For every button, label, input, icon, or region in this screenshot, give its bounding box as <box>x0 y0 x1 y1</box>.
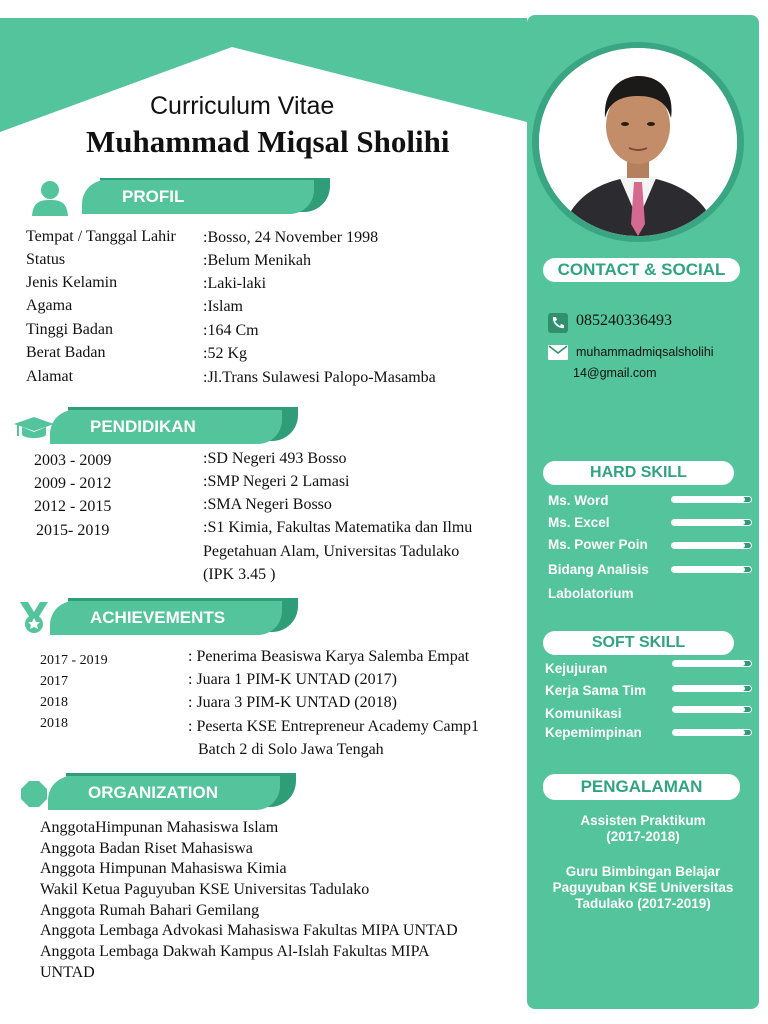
experience-entry: Paguyuban KSE Universitas <box>552 880 734 895</box>
badge-icon <box>20 780 48 808</box>
soft-skill-heading: SOFT SKILL <box>543 631 734 655</box>
email-icon <box>548 345 568 360</box>
phone-icon <box>548 313 568 333</box>
profile-label: Jenis Kelamin <box>26 274 118 291</box>
organization-heading: ORGANIZATION <box>66 776 280 810</box>
profile-heading: PROFIL <box>100 180 314 214</box>
profile-value: :Islam <box>203 298 243 315</box>
organization-item: Anggota Rumah Bahari Gemilang <box>40 902 260 919</box>
skill-label: Bidang Analisis <box>548 562 649 577</box>
contact-heading: CONTACT & SOCIAL <box>543 258 740 282</box>
skill-bar <box>672 706 752 713</box>
profile-label: Agama <box>26 297 73 314</box>
experience-entry: Guru Bimbingan Belajar <box>565 864 721 879</box>
experience-entry: Tadulako (2017-2019) <box>575 896 711 911</box>
organization-item: Wakil Ketua Paguyuban KSE Universitas Tadulako <box>40 881 370 898</box>
achievement-detail: Batch 2 di Solo Jawa Tengah <box>198 741 384 758</box>
education-detail: :S1 Kimia, Fakultas Matematika dan Ilmu <box>203 519 473 536</box>
organization-item: Anggota Himpunan Mahasiswa Kimia <box>40 860 287 877</box>
organization-item: Anggota Badan Riset Mahasiswa <box>40 840 253 857</box>
education-heading: PENDIDIKAN <box>68 410 282 444</box>
skill-label: Kerja Sama Tim <box>545 683 647 698</box>
profile-label: Tinggi Badan <box>26 321 113 338</box>
profile-label: Status <box>26 251 66 268</box>
skill-bar <box>671 542 752 549</box>
profile-value: :Laki-laki <box>203 275 267 292</box>
achievement-detail: : Juara 1 PIM-K UNTAD (2017) <box>188 671 397 688</box>
education-detail: :SMP Negeri 2 Lamasi <box>203 473 350 490</box>
achievement-detail: : Juara 3 PIM-K UNTAD (2018) <box>188 694 397 711</box>
profile-label: Alamat <box>26 368 74 385</box>
profile-photo <box>539 48 737 236</box>
achievement-detail: : Penerima Beasiswa Karya Salemba Empat <box>188 648 470 665</box>
profile-label: Berat Badan <box>26 344 106 361</box>
education-period: 2009 - 2012 <box>34 475 112 492</box>
achievement-year: 2017 - 2019 <box>40 653 108 668</box>
experience-heading: PENGALAMAN <box>543 774 740 800</box>
email-address: muhammadmiqsalsholihi <box>576 345 714 359</box>
skill-bar <box>672 685 752 692</box>
profile-value: :52 Kg <box>203 345 247 362</box>
skill-label: Komunikasi <box>545 706 622 721</box>
education-detail: (IPK 3.45 ) <box>203 566 276 583</box>
person-icon <box>30 180 70 216</box>
skill-label: Ms. Word <box>548 493 609 508</box>
hard-skill-heading: HARD SKILL <box>543 461 734 485</box>
medal-icon <box>18 600 50 634</box>
education-detail: Pegetahuan Alam, Universitas Tadulako <box>203 543 460 560</box>
profile-value: :164 Cm <box>203 322 259 339</box>
achievement-year: 2018 <box>40 716 68 731</box>
achievement-year: 2018 <box>40 695 68 710</box>
education-period: 2003 - 2009 <box>34 452 112 469</box>
organization-item: Anggota Lembaga Dakwah Kampus Al-Islah Fakultas MIPA <box>40 943 430 960</box>
skill-label: Ms. Excel <box>548 515 610 530</box>
profile-label: Tempat / Tanggal Lahir <box>26 228 176 245</box>
skill-label: Kejujuran <box>545 661 608 676</box>
skill-bar <box>672 660 752 667</box>
education-detail: :SD Negeri 493 Bosso <box>203 450 347 467</box>
profile-value: :Jl.Trans Sulawesi Palopo-Masamba <box>203 369 436 386</box>
organization-item: AnggotaHimpunan Mahasiswa Islam <box>40 819 279 836</box>
experience-entry: Assisten Praktikum <box>580 813 706 828</box>
education-period: 2015- 2019 <box>36 522 110 539</box>
phone-number: 085240336493 <box>576 312 672 329</box>
achievement-detail: : Peserta KSE Entrepreneur Academy Camp1 <box>188 718 480 735</box>
education-period: 2012 - 2015 <box>34 498 112 515</box>
profile-value: :Bosso, 24 November 1998 <box>203 229 379 246</box>
email-address-cont: 14@gmail.com <box>573 366 657 380</box>
person-name: Muhammad Miqsal Sholihi <box>86 124 450 159</box>
organization-item: Anggota Lembaga Advokasi Mahasiswa Fakultas MIPA UNTAD <box>40 922 458 939</box>
skill-bar <box>671 519 752 526</box>
graduation-cap-icon <box>12 416 54 440</box>
organization-item: UNTAD <box>40 964 95 981</box>
achievements-heading: ACHIEVEMENTS <box>68 601 282 635</box>
document-title: Curriculum Vitae <box>150 92 335 120</box>
skill-label: Labolatorium <box>548 586 634 601</box>
education-detail: :SMA Negeri Bosso <box>203 496 332 513</box>
skill-label: Kepemimpinan <box>545 725 642 740</box>
skill-bar <box>671 566 752 573</box>
skill-bar <box>671 496 752 503</box>
profile-value: :Belum Menikah <box>203 252 311 269</box>
experience-entry: (2017-2018) <box>606 829 680 844</box>
achievement-year: 2017 <box>40 674 68 689</box>
skill-label: Ms. Power Poin <box>548 537 648 552</box>
skill-bar <box>672 729 752 736</box>
